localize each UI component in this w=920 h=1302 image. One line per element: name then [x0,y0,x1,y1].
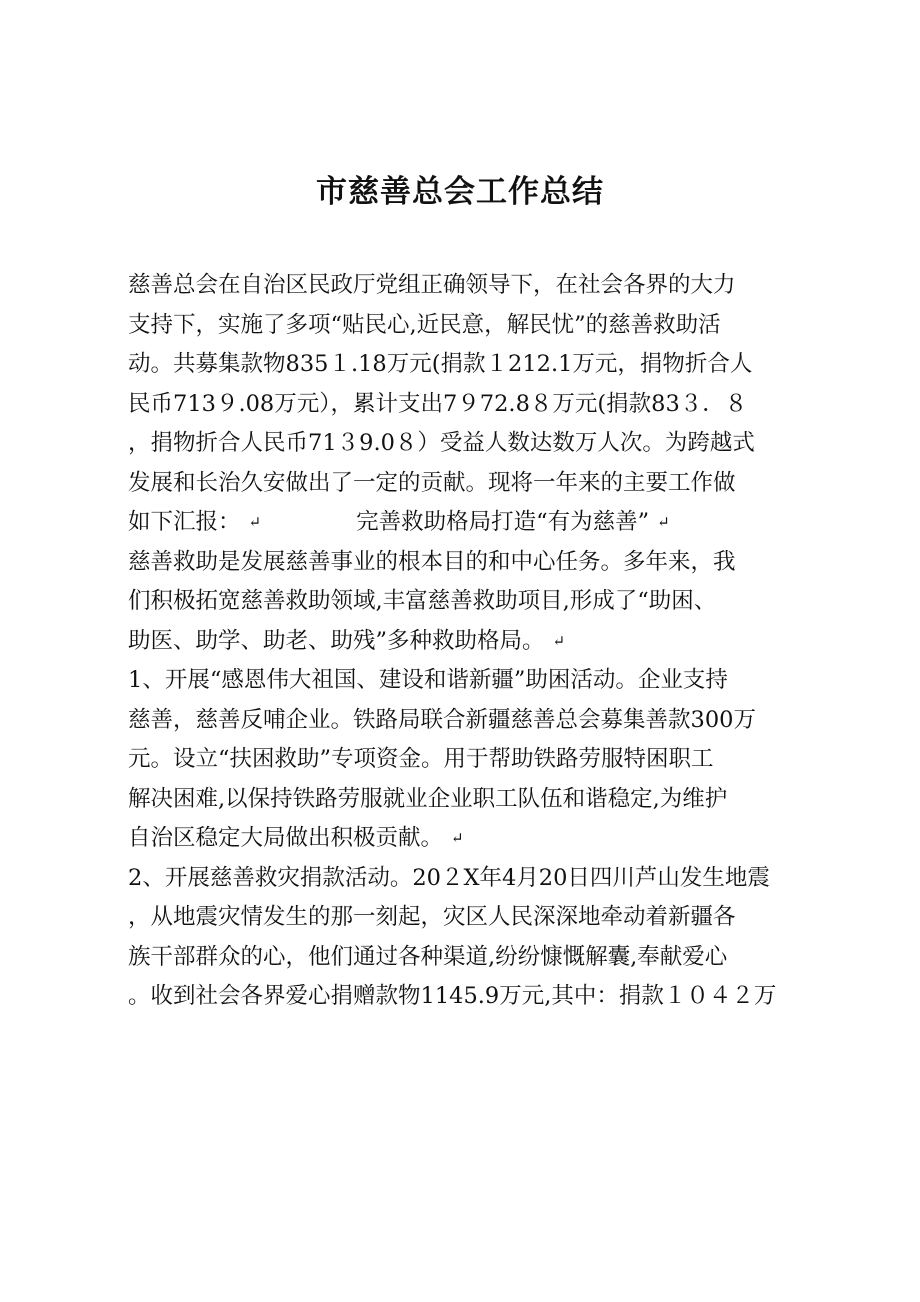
document-body [128,266,808,1017]
text-line: 慈善，慈善反哺企业。铁路局联合新疆慈善总会募集善款300万 [128,706,756,733]
text-line: 。收到社会各界爱心捐赠款物1145.9万元,其中：捐款１０４２万 [128,983,777,1009]
text-line-lead: 如下汇报： [128,509,241,535]
text-line [128,819,808,859]
text-line-content: 自治区稳定大局做出积极贡献。 [128,825,444,851]
text-line: 2、开展慈善救灾捐款活动。20２X年4月20日四川芦山发生地震 [128,864,770,891]
text-line: 1、开展“感恩伟大祖国、建设和谐新疆”助困活动。企业支持 [128,667,728,693]
text-line: 解决困难,以保持铁路劳服就业企业职工队伍和谐稳定,为维护 [128,785,728,812]
text-line: ，从地震灾情发生的那一刻起，灾区人民深深地牵动着新疆各 [128,904,736,930]
text-line: 民币713９.08万元），累计支出7９72.8８万元(捐款83３．８ [128,390,748,417]
text-line-content: 助医、助学、助老、助残”多种救助格局。 [128,627,545,654]
text-line-with-heading [128,503,808,543]
paragraph-mark-icon: ↵ [451,829,464,848]
text-line: 族干部群众的心，他们通过各种渠道,纷纷慷慨解囊,奉献爱心 [128,943,728,970]
text-line [128,622,808,662]
text-line: 支持下，实施了多项“贴民心,近民意，解民忧”的慈善救助活 [128,311,721,338]
section-heading: 完善救助格局打造“有为慈善” [356,509,650,535]
document-title: 市慈善总会工作总结 [316,174,604,210]
text-line: ，捐物折合人民币71３9.0８）受益人数达数万人次。为跨越式 [128,430,755,456]
text-line: 们积极拓宽慈善救助领域,丰富慈善救助项目,形成了“助困、 [128,588,717,614]
text-line: 动。共募集款物835１.18万元(捐款１212.1万元，捐物折合人 [128,351,753,377]
paragraph-mark-icon: ↵ [248,513,262,532]
text-line: 慈善总会在自治区民政厅党组正确领导下，在社会各界的大力 [128,272,736,298]
text-line: 元。设立“扶困救助”专项资金。用于帮助铁路劳服特困职工 [128,746,714,772]
paragraph-mark-icon: ↵ [657,513,670,532]
text-line: 慈善救助是发展慈善事业的根本目的和中心任务。多年来，我 [128,548,736,575]
text-line: 发展和长治久安做出了一定的贡献。现将一年来的主要工作做 [128,469,736,496]
paragraph-mark-icon: ↵ [552,631,566,650]
